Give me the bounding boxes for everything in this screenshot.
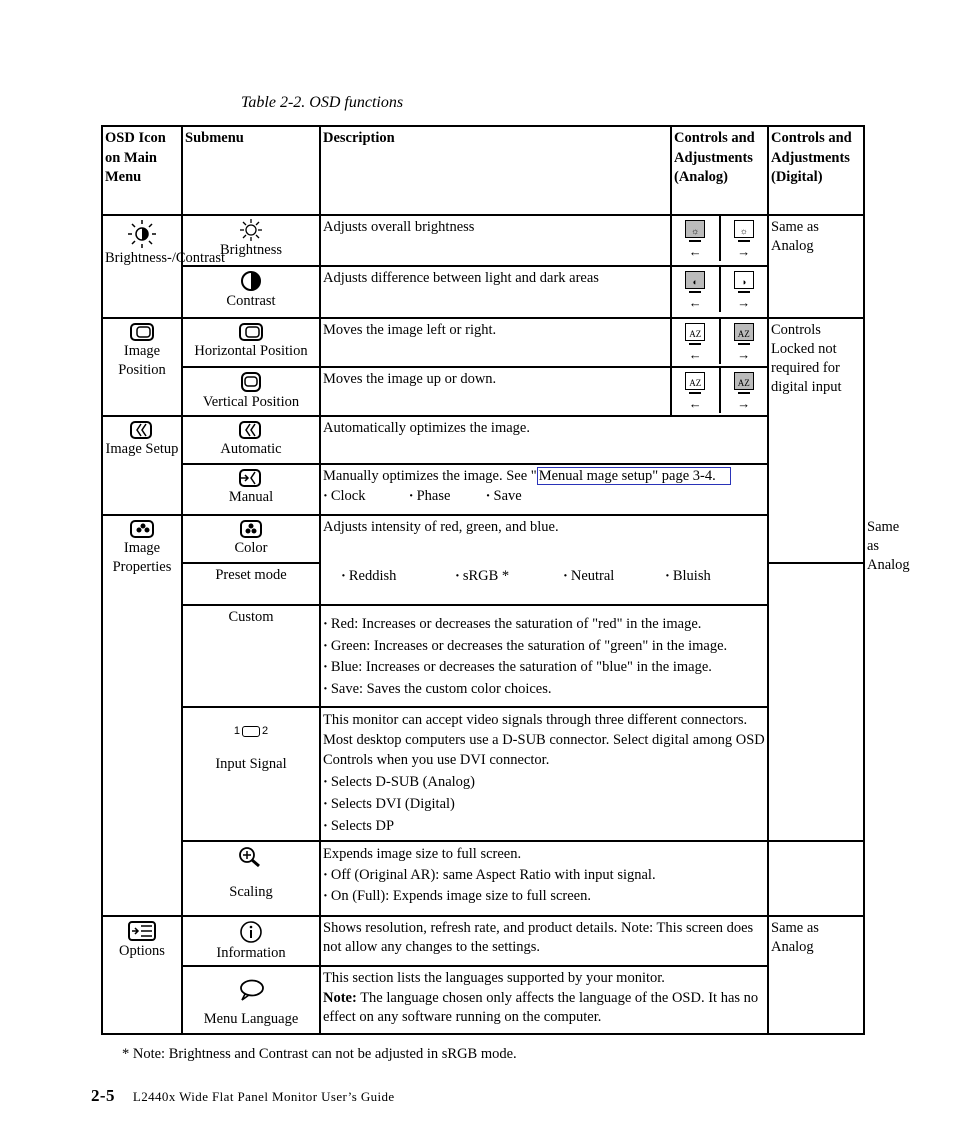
group-brightness-label: Brightness-/Contrast [105,250,226,266]
right-arrow-icon: → [737,347,751,362]
color-icon [238,519,264,539]
header-analog: Controls and Adjustments (Analog) [671,126,768,215]
header-icon: OSD Icon on Main Menu [102,126,182,215]
desc-input [320,707,768,841]
submenu-hpos [182,318,320,367]
language-note-text: The language chosen only affects the language of the OSD. It has no effect on any software running on the computer. [323,989,759,1025]
group-image-position [102,318,182,416]
manual-setup-link[interactable]: Menual mage setup" page 3-4. [537,467,731,485]
submenu-language [182,966,320,1034]
information-icon [238,920,264,944]
right-arrow-icon: → [737,396,751,411]
header-submenu: Submenu [182,126,320,215]
left-arrow-icon: ← [688,244,702,259]
digital-position: Controls Locked not required for digital input [768,318,864,563]
input-item-dsub: · Selects D-SUB (Analog) [323,772,765,792]
group-options [102,916,182,1034]
digital-brightness: Same as Analog [768,215,864,318]
left-arrow-icon: ← [688,295,702,310]
manual-icon [238,468,264,488]
desc-color [320,515,768,605]
header-description: Description [320,126,671,215]
submenu-manual [182,464,320,515]
submenu-custom: Custom [182,605,320,707]
submenu-input [182,707,320,841]
osd-functions-table: OSD Icon on Main Menu Submenu Description Controls and Adjustments (Analog) Controls and Adjustments (Digital) Brightness-/Contrast Brightness Adjusts overall brightness ☼ ← ☼ → Same as Analog Contrast Adjusts difference between light and dark areas ◐ ← ◑ → Image Position Horizontal Position Moves the image left or right. AZ ← AZ → Controls Locked not required for digital input Vertical Position Moves the image up or down. AZ ← AZ → Image Setup Automatic Automatically optimizes the image. Manual Manually optimizes the image. See " Menual mage setup" page 3-4. · Clock · Phase · Save Image Properties Color Adjusts intensity of red, green, and blue. · Reddish · sRGB * · Neutral · Bluish Same as Analog Preset mode Custom · Red: Increases or decreases the saturation of "red" in the image. · Green: Increases or decreases the saturation of "green" in the image. · Blue: Increases or decreases the saturation of "blue" in the image. · Save: Saves the custom color choices. 1 2 Input Signal This monitor can accept video signals through three different connectors. Most desktop computers use a D-SUB connector. Select digital among OSD Controls when you use DVI connector. · Selects D-SUB (Analog) · Selects DVI (Digital) · Selects DP Scaling Expends image size to full screen. · Off (Original AR): same Aspect Ratio with input signal. · On (Full): Expends image size to full screen. Options Information Shows resolution, refresh rate, and product details. Note: This screen does not allow any changes to the settings. Same as Analog Menu Language This section lists the languages supported by your monitor. Note: The language chosen only affects the language of the OSD. It has no effect on any software running on the computer. [101,125,865,1035]
group-image-setup-label: Image Setup [105,441,179,457]
desc-manual [320,464,768,515]
ctrl-contrast [671,266,768,318]
custom-item-red: · Red: Increases or decreases the saturation of "red" in the image. [323,614,765,636]
submenu-scaling [182,841,320,916]
submenu-scaling-label: Scaling [229,884,273,900]
manual-item-phase: · Phase [409,488,451,504]
custom-item-green: · Green: Increases or decreases the saturation of "green" in the image. [323,636,765,658]
footnote: * Note: Brightness and Contrast can not be adjusted in sRGB mode. [122,1046,517,1062]
page-number: 2-5 [91,1086,115,1105]
sun-icon [238,219,264,241]
automatic-icon [238,420,264,440]
submenu-hpos-label: Horizontal Position [194,343,308,359]
digital-scaling-empty [768,841,864,916]
submenu-brightness-label: Brightness [219,242,283,258]
manual-item-clock: · Clock [323,488,365,504]
desc-contrast: Adjusts difference between light and dark areas [320,266,671,318]
preset-bluish: · Bluish [665,567,711,586]
desc-language [320,966,768,1034]
group-image-properties [102,515,182,916]
desc-manual-text: Manually optimizes the image. See " [323,468,537,484]
custom-item-save: · Save: Saves the custom color choices. [323,679,765,701]
desc-scaling [320,841,768,916]
submenu-preset: Preset mode [182,563,320,605]
az-left-icon: AZ [685,323,705,341]
desc-color-text: Adjusts intensity of red, green, and blue. [323,519,559,535]
header-digital: Controls and Adjustments (Digital) [768,126,864,215]
preset-neutral: · Neutral [563,567,665,586]
scaling-item-on: · On (Full): Expends image size to full screen. [323,886,765,907]
submenu-color-label: Color [234,540,268,556]
image-properties-icon [129,519,155,539]
contrast-up-icon: ◑ [734,271,754,289]
desc-scaling-text: Expends image size to full screen. [323,846,522,862]
manual-item-save: · Save [486,488,522,504]
ctrl-vpos [671,367,768,416]
desc-language-text: This section lists the languages supported by your monitor. [323,970,665,986]
desc-brightness: Adjusts overall brightness [320,215,671,266]
input-signal-icon: 1 2 [233,725,269,737]
page-footer [91,1086,395,1106]
submenu-auto-label: Automatic [220,441,282,457]
right-arrow-icon: → [737,244,751,259]
speech-bubble-icon [237,978,265,1002]
desc-input-text: This monitor can accept video signals through three different connectors. Most desktop computers use a D-SUB connector. Select digital among OSD Controls when you use DVI connector. [323,712,765,768]
image-setup-icon [129,420,155,440]
desc-vpos: Moves the image up or down. [320,367,671,416]
submenu-language-label: Menu Language [203,1011,299,1027]
custom-item-blue: · Blue: Increases or decreases the saturation of "blue" in the image. [323,657,765,679]
desc-custom [320,605,768,707]
az-right-icon: AZ [734,323,754,341]
table-caption: Table 2-2. OSD functions [241,94,404,111]
scaling-item-off: · Off (Original AR): same Aspect Ratio with input signal. [323,865,765,886]
contrast-icon [240,270,262,292]
submenu-auto [182,416,320,464]
brightness-up-icon: ☼ [734,220,754,238]
submenu-contrast-label: Contrast [226,293,276,309]
right-arrow-icon: → [737,295,751,310]
input-item-dp: · Selects DP [323,816,765,836]
az-up-icon: AZ [734,372,754,390]
submenu-input-label: Input Signal [215,756,287,772]
preset-reddish: · Reddish [341,567,455,586]
image-position-icon [129,322,155,342]
group-image-position-label: Image Position [118,343,166,378]
contrast-down-icon: ◐ [685,271,705,289]
submenu-manual-label: Manual [228,489,274,505]
desc-information: Shows resolution, refresh rate, and product details. Note: This screen does not allow any changes to the settings. [320,916,768,966]
group-brightness [102,215,226,318]
header-row [102,126,864,215]
ctrl-brightness [671,215,768,266]
submenu-color [182,515,320,563]
desc-hpos: Moves the image left or right. [320,318,671,367]
group-image-properties-label: Image Properties [112,540,172,575]
preset-srgb: · sRGB * [455,567,563,586]
input-item-dvi: · Selects DVI (Digital) [323,794,765,814]
group-options-label: Options [119,943,165,959]
submenu-information-label: Information [216,945,286,961]
horizontal-position-icon [238,322,264,342]
brightness-contrast-icon [125,219,159,249]
left-arrow-icon: ← [688,396,702,411]
submenu-information [182,916,320,966]
scaling-magnifier-icon [236,845,266,869]
brightness-down-icon: ☼ [685,220,705,238]
submenu-vpos [182,367,320,416]
submenu-vpos-label: Vertical Position [202,394,300,410]
submenu-contrast [182,266,320,318]
desc-auto: Automatically optimizes the image. [320,416,768,464]
options-icon [127,920,157,942]
language-note-label: Note: [323,989,357,1006]
digital-options: Same as Analog [768,916,864,1034]
vertical-position-icon [240,371,262,393]
left-arrow-icon: ← [688,347,702,362]
az-down-icon: AZ [685,372,705,390]
ctrl-hpos [671,318,768,367]
document-title: L2440x Wide Flat Panel Monitor User’s Guide [132,1089,395,1104]
group-image-setup [102,416,182,515]
